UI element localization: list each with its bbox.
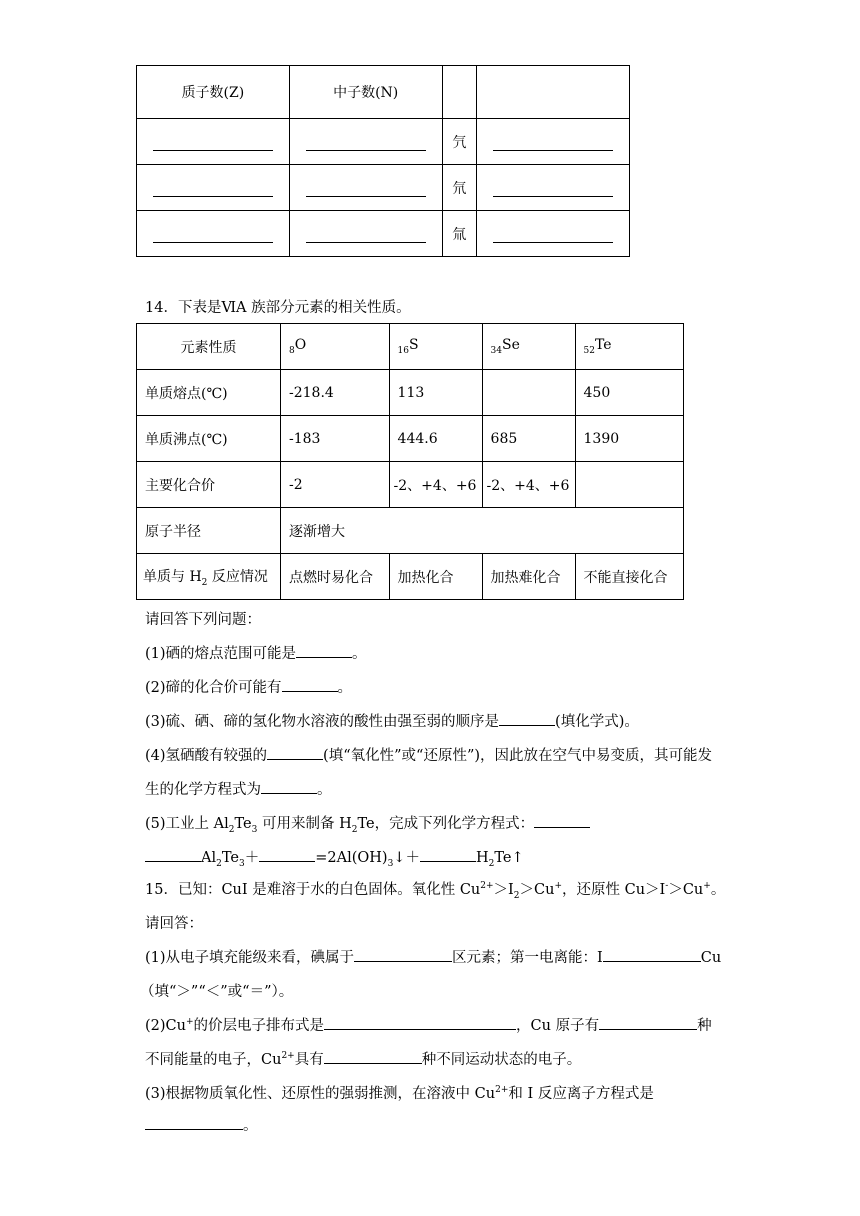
isotope-table: [136, 65, 630, 257]
table-header-cell: 元素性质: [137, 324, 281, 370]
table-row: [137, 211, 630, 257]
q14-prompt: 请回答下列问题：: [145, 612, 261, 628]
row-label: 单质沸点(℃): [137, 416, 281, 462]
element-header: $_8$O: [281, 324, 390, 370]
answer-blank[interactable]: [289, 211, 442, 257]
answer-blank[interactable]: [296, 643, 352, 658]
q14-part1: (1)硒的熔点范围可能是 。: [145, 642, 367, 663]
table-cell: 113: [389, 370, 482, 416]
table-cell: 点燃时易化合: [281, 554, 390, 600]
table-cell: 685: [482, 416, 575, 462]
table-cell: 444.6: [389, 416, 482, 462]
table-header-cell: [442, 66, 477, 119]
table-cell: -218.4: [281, 370, 390, 416]
answer-blank[interactable]: [145, 1115, 243, 1130]
table-cell: [482, 370, 575, 416]
q14-part4-line2: 生的化学方程式为 。: [145, 778, 332, 799]
q15-part3-line2: 。: [145, 1114, 258, 1135]
q14-part5-line2: $Al_2Te_3+$ $=2Al(OH)_3↓+$ $H_2Te↑$: [145, 846, 524, 869]
table-row: [137, 165, 630, 211]
table-cell: 加热化合: [389, 554, 482, 600]
answer-blank[interactable]: [137, 165, 290, 211]
row-label: 单质与 $H_2$ 反应情况: [137, 554, 281, 600]
answer-blank[interactable]: [289, 119, 442, 165]
isotope-name: 氚: [442, 211, 477, 257]
answer-blank[interactable]: [289, 165, 442, 211]
answer-blank[interactable]: [324, 1049, 422, 1064]
answer-blank[interactable]: [499, 711, 555, 726]
q14-part5-line1: (5)工业上 $Al_2Te_3$ 可用来制备 $H_2Te$，完成下列化学方程式：: [145, 812, 590, 835]
table-cell: [575, 462, 683, 508]
element-header: $_{34}$Se: [482, 324, 575, 370]
q15-part1-line1: (1)从电子填充能级来看，碘属于 区元素；第一电离能：I Cu: [145, 946, 721, 967]
q15-part1-line2: （填“＞”“＜”或“＝”）。: [140, 984, 294, 1000]
answer-blank[interactable]: [145, 847, 201, 862]
table-header-cell: [477, 66, 630, 119]
answer-blank[interactable]: [137, 211, 290, 257]
table-row: [137, 462, 684, 508]
element-header: $_{52}$Te: [575, 324, 683, 370]
answer-blank[interactable]: [259, 847, 315, 862]
element-header: $_{16}$S: [389, 324, 482, 370]
answer-blank[interactable]: [137, 119, 290, 165]
group-via-table: [136, 323, 684, 600]
answer-blank[interactable]: [534, 813, 590, 828]
answer-blank[interactable]: [420, 847, 476, 862]
table-cell: -2: [281, 462, 390, 508]
table-row: [137, 416, 684, 462]
row-label: 主要化合价: [137, 462, 281, 508]
table-cell: -2、+4、+6: [482, 462, 575, 508]
answer-blank[interactable]: [282, 677, 338, 692]
row-label: 单质熔点(℃): [137, 370, 281, 416]
table-cell: 逐渐增大: [281, 508, 684, 554]
q15-part3-line1: (3)根据物质氧化性、还原性的强弱推测，在溶液中 $Cu^{2+}$和 I 反应离子方程式是: [145, 1085, 654, 1102]
answer-blank[interactable]: [261, 779, 317, 794]
question-15-title: 15．已知：CuI 是难溶于水的白色固体。氧化性 $Cu^{2+}>I_2>Cu^+$，还原性 Cu＞I-＞Cu+。: [145, 881, 726, 901]
table-row: [137, 119, 630, 165]
answer-blank[interactable]: [603, 947, 701, 962]
q14-part4-line1: (4)氢硒酸有较强的 (填“氧化性”或“还原性”)，因此放在空气中易变质，其可能发: [145, 744, 712, 765]
table-header-cell: 中子数(N): [289, 66, 442, 119]
table-cell: 1390: [575, 416, 683, 462]
answer-blank[interactable]: [324, 1015, 516, 1030]
q14-part2: (2)碲的化合价可能有 。: [145, 676, 352, 697]
table-cell: -2、+4、+6: [389, 462, 482, 508]
table-cell: 不能直接化合: [575, 554, 683, 600]
table-row: [137, 508, 684, 554]
isotope-name: 氘: [442, 165, 477, 211]
table-row: [137, 324, 684, 370]
answer-blank[interactable]: [267, 745, 323, 760]
table-header-cell: 质子数(Z): [137, 66, 290, 119]
answer-blank[interactable]: [477, 165, 630, 211]
table-row: [137, 66, 630, 119]
answer-blank[interactable]: [599, 1015, 697, 1030]
answer-blank[interactable]: [354, 947, 452, 962]
table-cell: 加热难化合: [482, 554, 575, 600]
answer-blank[interactable]: [477, 211, 630, 257]
row-label: 原子半径: [137, 508, 281, 554]
q15-part2-line1: (2)Cu+的价层电子排布式是 ，Cu 原子有 种: [145, 1014, 712, 1035]
table-row: [137, 370, 684, 416]
question-14-title: 14．下表是ⅥA 族部分元素的相关性质。: [145, 300, 411, 316]
table-row: [137, 554, 684, 600]
answer-blank[interactable]: [477, 119, 630, 165]
q15-prompt: 请回答：: [145, 916, 203, 932]
table-cell: -183: [281, 416, 390, 462]
q15-part2-line2: 不同能量的电子，$Cu^{2+}$具有 种不同运动状态的电子。: [145, 1048, 581, 1069]
isotope-name: 氕: [442, 119, 477, 165]
q14-part3: (3)硫、硒、碲的氢化物水溶液的酸性由强至弱的顺序是 (填化学式)。: [145, 710, 639, 731]
table-cell: 450: [575, 370, 683, 416]
